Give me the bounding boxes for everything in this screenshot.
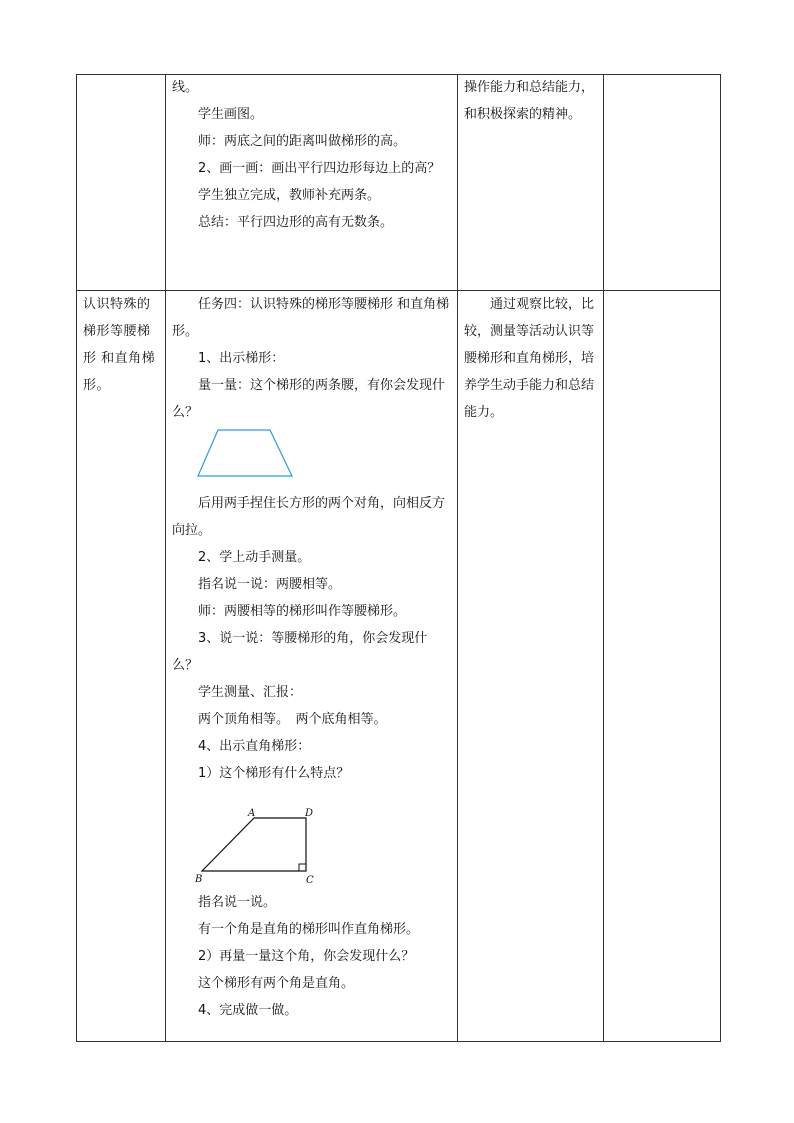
- vertex-label-a: A: [248, 808, 256, 819]
- intent-text: 操作能力和总结能力，和积极探索的精神。: [464, 80, 595, 122]
- vertex-label-d: D: [305, 808, 314, 819]
- text-line: 1、出示梯形：: [198, 351, 285, 366]
- text-line: 总结：平行四边形的高有无数条。: [198, 215, 394, 230]
- vertex-label-b: B: [195, 874, 203, 885]
- table-row: [77, 291, 721, 1042]
- text-line: 这个梯形有两个角是直角。: [198, 976, 355, 991]
- text-line: 线。: [172, 80, 199, 95]
- text-line: 量一量：这个梯形的两条腰，有你会发现什么？: [172, 378, 446, 420]
- text-line: 4、出示直角梯形：: [198, 739, 311, 754]
- text-line: 3、说一说：等腰梯形的角，你会发现什么？: [172, 631, 428, 673]
- text-line: 两个顶角相等。 两个底角相等。: [198, 712, 387, 727]
- row2-intent-cell: [458, 291, 604, 1042]
- lesson-table: [76, 74, 721, 1042]
- row1-topic-cell: [77, 75, 166, 291]
- isosceles-trapezoid-shape: [198, 430, 292, 476]
- row1-notes-cell: [604, 75, 721, 291]
- row2-notes-cell: [604, 291, 721, 1042]
- text-line: 2）再量一量这个角，你会发现什么？: [198, 949, 415, 964]
- vertex-label-c: C: [306, 875, 314, 886]
- text-line: 4、完成做一做。: [198, 1003, 298, 1018]
- right-angle-mark: [299, 864, 306, 871]
- row2-process-cell: [166, 291, 458, 1042]
- text-line: 1）这个梯形有什么特点？: [198, 766, 350, 781]
- text-line: 师：两底之间的距离叫做梯形的高。: [198, 134, 407, 149]
- text-line: 师：两腰相等的梯形叫作等腰梯形。: [198, 604, 407, 619]
- table-row: [77, 75, 721, 291]
- right-trapezoid-shape: [202, 818, 306, 871]
- row1-process-cell: [166, 75, 458, 291]
- isosceles-trapezoid-figure: [198, 428, 298, 480]
- text-line: 指名说一说。: [198, 895, 277, 910]
- text-line: 学生独立完成，教师补充两条。: [198, 188, 381, 203]
- right-trapezoid-figure: [196, 809, 326, 889]
- text-line: 后用两手捏住长方形的两个对角，向相反方向拉。: [172, 496, 446, 538]
- text-line: 2、学上动手测量。: [198, 550, 311, 565]
- text-line: 学生画图。: [198, 107, 264, 122]
- text-line: 任务四：认识特殊的梯形等腰梯形 和直角梯形。: [172, 297, 450, 339]
- intent-text: 通过观察比较，比较，测量等活动认识等腰梯形和直角梯形，培养学生动手能力和总结能力。: [464, 297, 595, 420]
- row1-intent-cell: [458, 75, 604, 291]
- topic-text: 认识特殊的梯形等腰梯形 和直角梯形。: [83, 297, 156, 393]
- text-line: 学生测量、汇报：: [198, 685, 303, 700]
- text-line: 有一个角是直角的梯形叫作直角梯形。: [198, 922, 420, 937]
- row2-topic-cell: [77, 291, 166, 1042]
- text-line: 指名说一说：两腰相等。: [198, 577, 342, 592]
- text-line: 2、画一画：画出平行四边形每边上的高？: [198, 161, 441, 176]
